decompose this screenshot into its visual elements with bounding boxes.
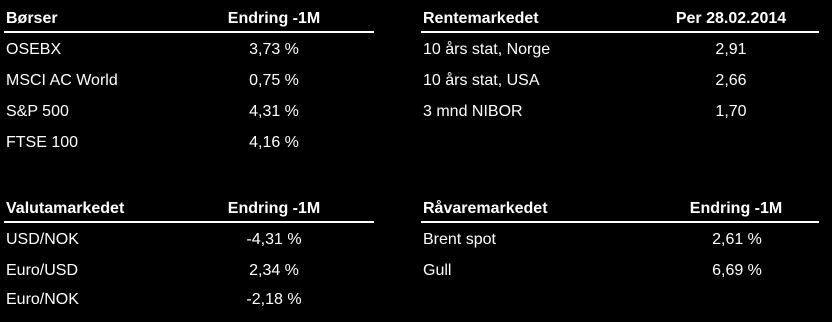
ravaremarkedet-header-label: Råvaremarkedet bbox=[423, 200, 548, 217]
row-value: 2,34 % bbox=[249, 262, 299, 279]
row-name: Euro/USD bbox=[6, 262, 79, 279]
row-name: S&P 500 bbox=[6, 103, 69, 120]
row-value: -4,31 % bbox=[246, 231, 302, 248]
valutamarkedet-header-label: Valutamarkedet bbox=[6, 200, 125, 217]
rentemarkedet-header-label: Rentemarkedet bbox=[423, 10, 539, 27]
row-value: 4,31 % bbox=[249, 103, 299, 120]
rentemarkedet-header-col: Per 28.02.2014 bbox=[675, 10, 787, 27]
row-name: OSEBX bbox=[6, 41, 62, 58]
row-name: FTSE 100 bbox=[6, 134, 79, 151]
row-value: 2,91 bbox=[715, 41, 747, 58]
borser-header bbox=[4, 8, 374, 33]
row-name: Brent spot bbox=[423, 231, 496, 248]
row-value: 0,75 % bbox=[249, 72, 299, 89]
ravaremarkedet-table bbox=[421, 198, 819, 317]
row-value: 1,70 bbox=[715, 103, 747, 120]
row-name: Gull bbox=[423, 262, 452, 279]
row-name: 10 års stat, Norge bbox=[423, 41, 551, 58]
row-name: 10 års stat, USA bbox=[423, 72, 540, 89]
row-name: 3 mnd NIBOR bbox=[423, 103, 523, 120]
ravaremarkedet-header-col: Endring -1M bbox=[689, 200, 783, 217]
row-value: 2,61 % bbox=[712, 231, 762, 248]
ravaremarkedet-header bbox=[421, 198, 819, 223]
row-value: 3,73 % bbox=[249, 41, 299, 58]
row-name: Euro/NOK bbox=[6, 291, 79, 308]
rentemarkedet-header bbox=[421, 8, 819, 33]
valutamarkedet-table bbox=[4, 198, 374, 317]
row-name: USD/NOK bbox=[6, 231, 79, 248]
valutamarkedet-header-col: Endring -1M bbox=[227, 200, 321, 217]
row-value: 2,66 bbox=[715, 72, 747, 89]
borser-header-col: Endring -1M bbox=[227, 10, 321, 27]
row-value: -2,18 % bbox=[246, 291, 302, 308]
row-value: 4,16 % bbox=[249, 134, 299, 151]
borser-header-label: Børser bbox=[6, 10, 58, 27]
valutamarkedet-header bbox=[4, 198, 374, 223]
rentemarkedet-table bbox=[421, 8, 819, 158]
row-value: 6,69 % bbox=[712, 262, 762, 279]
borser-table bbox=[4, 8, 374, 158]
row-name: MSCI AC World bbox=[6, 72, 118, 89]
